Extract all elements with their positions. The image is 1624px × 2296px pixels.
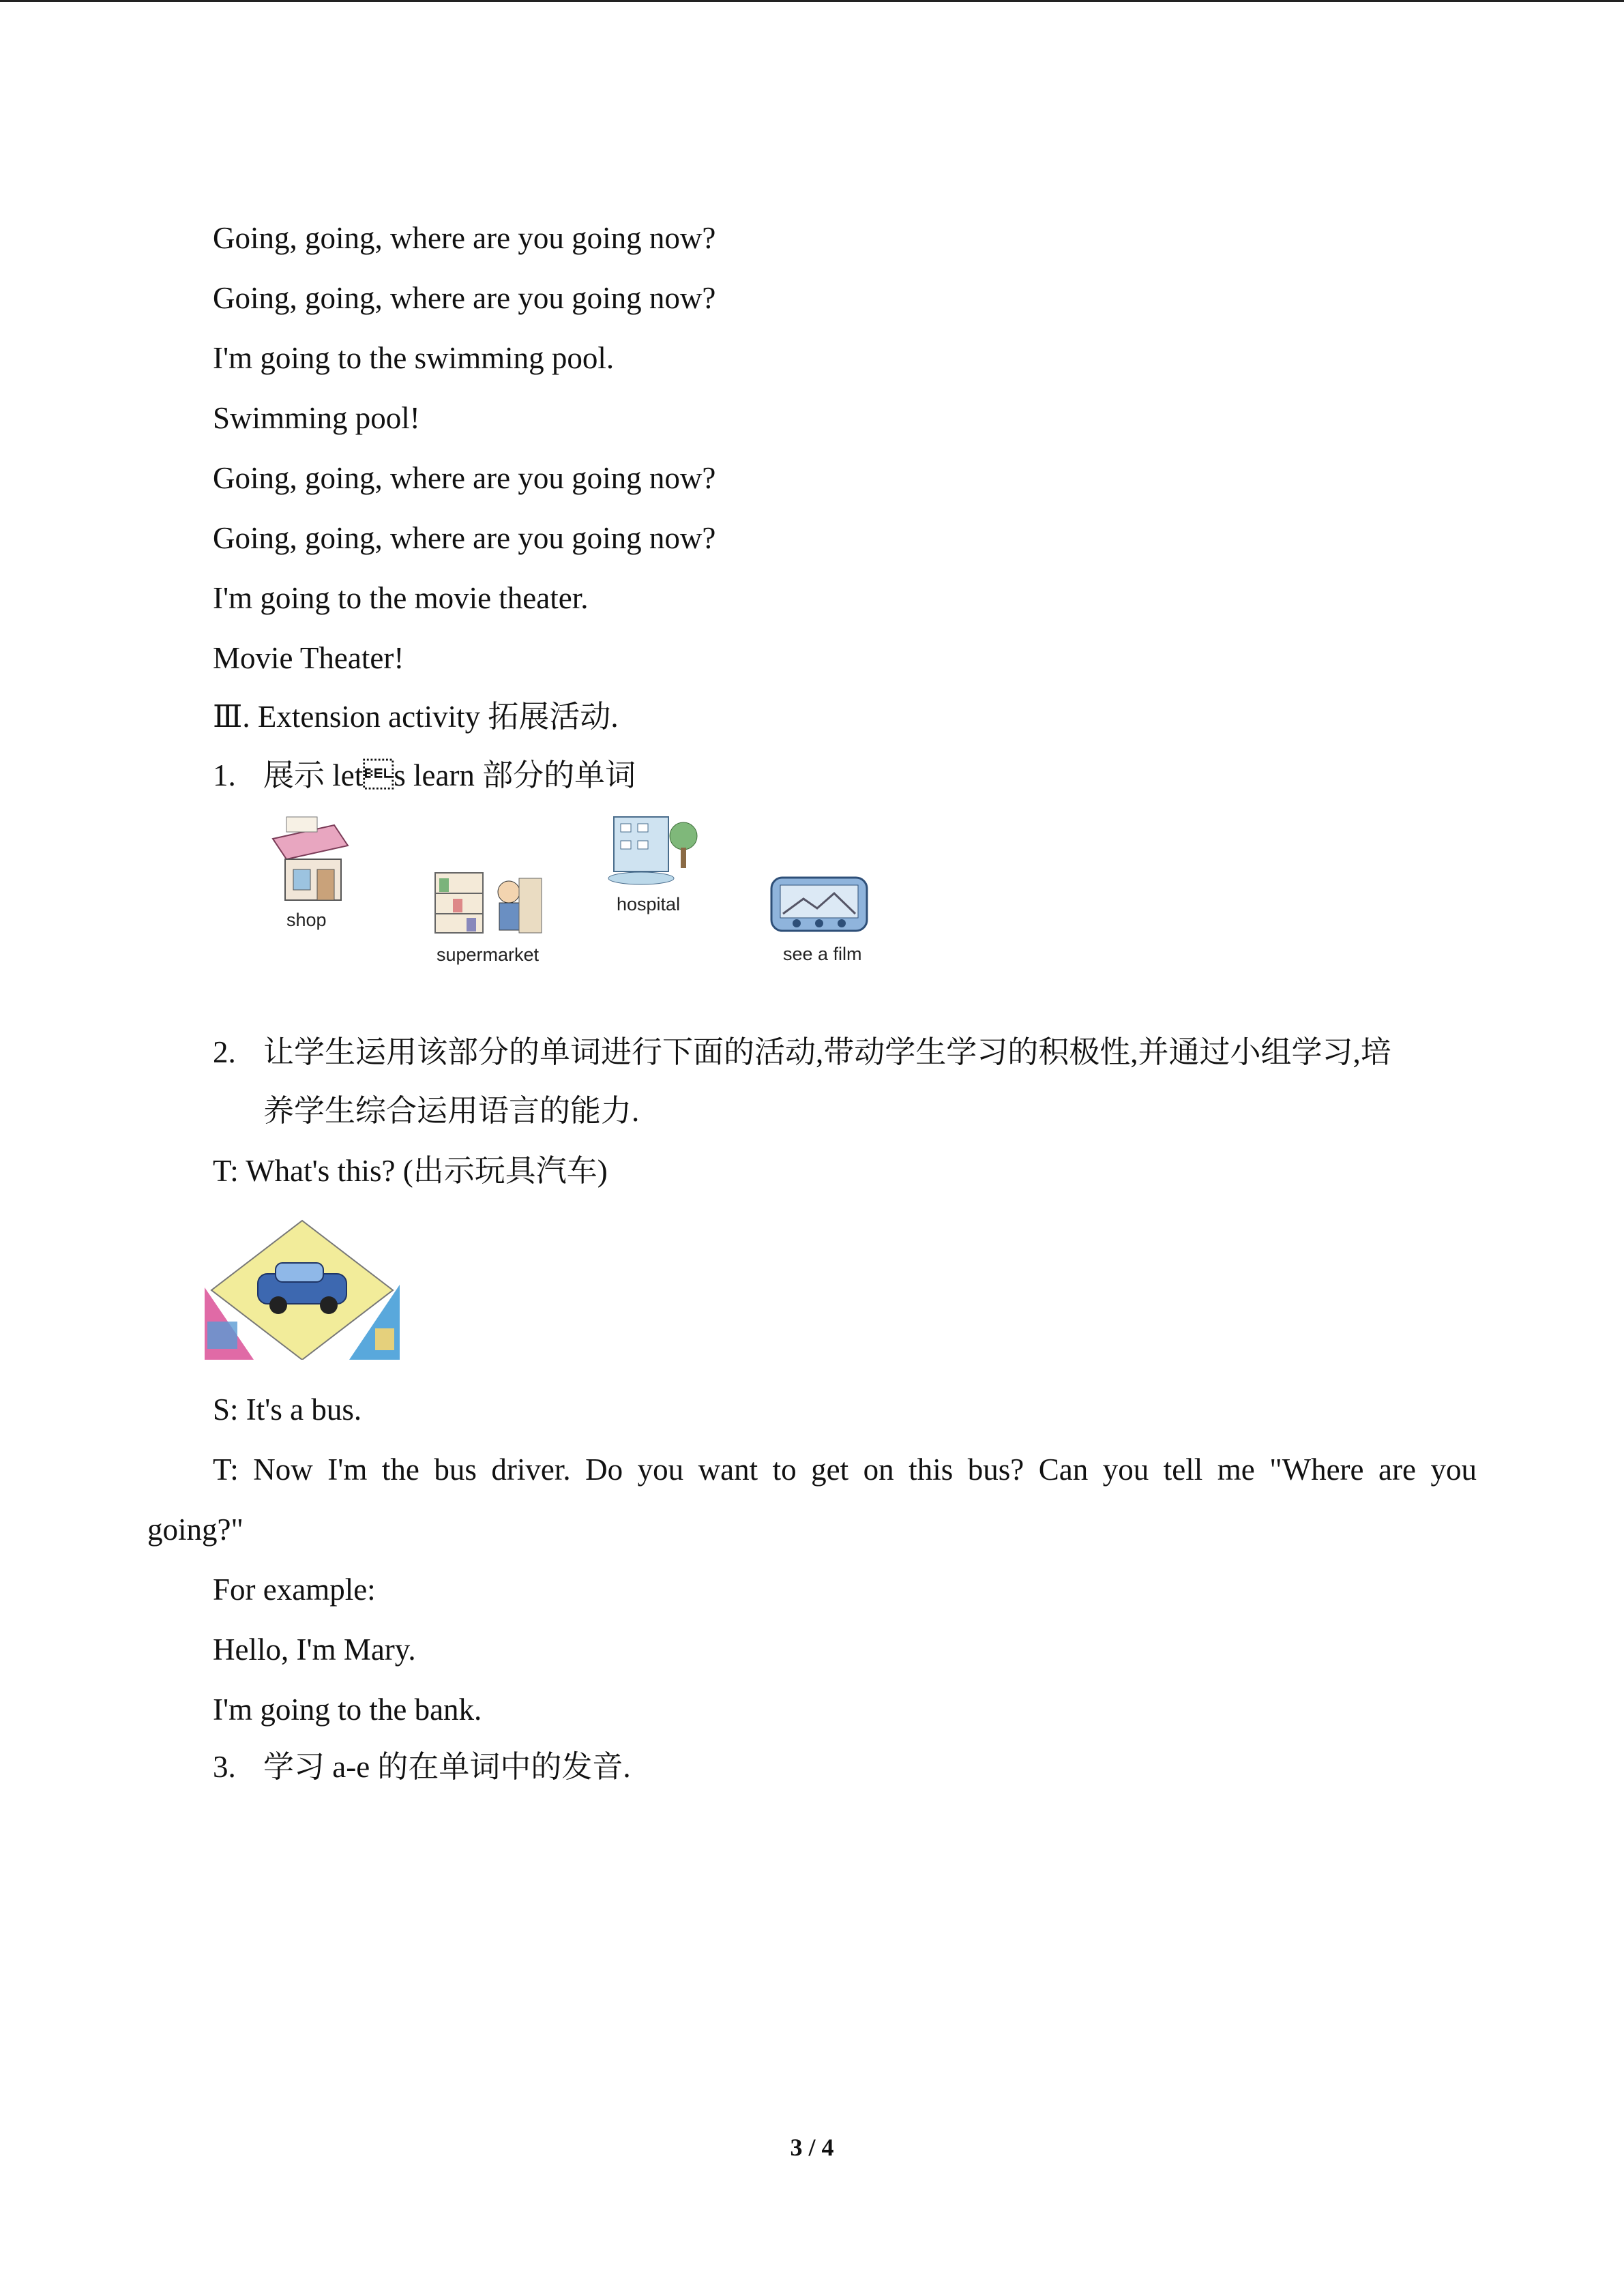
song-line-4: Swimming pool! [213,401,420,435]
student-answer: S: It's a bus. [213,1392,362,1427]
item-2-line-1: 让学生运用该部分的单词进行下面的活动,带动学生学习的积极性,并通过小组学习,培 [263,1035,1391,1069]
toy-car-illustration [205,1219,400,1360]
item-2-line-2: 养学生综合运用语言的能力. [263,1094,640,1128]
song-line-2: Going, going, where are you going now? [213,281,716,315]
item-1-number: 1. [213,758,236,792]
see-a-film-illustration [769,876,869,933]
shop-label: shop [286,910,327,930]
shop-illustration [259,811,355,907]
item-1-text: 展示 lets learn 部分的单词 [263,758,636,792]
example-line-1: Hello, I'm Mary. [213,1632,416,1667]
song-line-8: Movie Theater! [213,641,404,675]
section-heading: Ⅲ. Extension activity 拓展活动. [213,700,619,734]
example-line-2: I'm going to the bank. [213,1693,482,1727]
teacher-prompt-line-1: T: Now I'm the bus driver. Do you want to get on this bus? Can you tell me "Where are you [213,1452,1477,1487]
supermarket-illustration [434,871,543,934]
item-2-number: 2. [213,1035,236,1069]
song-line-6: Going, going, where are you going now? [213,521,716,555]
hospital-label: hospital [617,894,681,914]
teacher-question: T: What's this? (出示玩具汽车) [213,1154,608,1188]
example-label: For example: [213,1572,376,1607]
song-line-7: I'm going to the movie theater. [213,581,589,615]
item-3-number: 3. [213,1750,236,1784]
song-line-1: Going, going, where are you going now? [213,221,716,255]
hospital-illustration [600,810,703,886]
song-line-3: I'm going to the swimming pool. [213,341,615,375]
song-line-5: Going, going, where are you going now? [213,461,716,495]
see-a-film-label: see a film [783,944,862,964]
item-3-text: 学习 a-e 的在单词中的发音. [263,1750,631,1784]
teacher-prompt-line-2: going?" [147,1512,243,1547]
top-border [0,0,1624,2]
page-number: 3 / 4 [790,2134,834,2161]
supermarket-label: supermarket [437,944,540,965]
